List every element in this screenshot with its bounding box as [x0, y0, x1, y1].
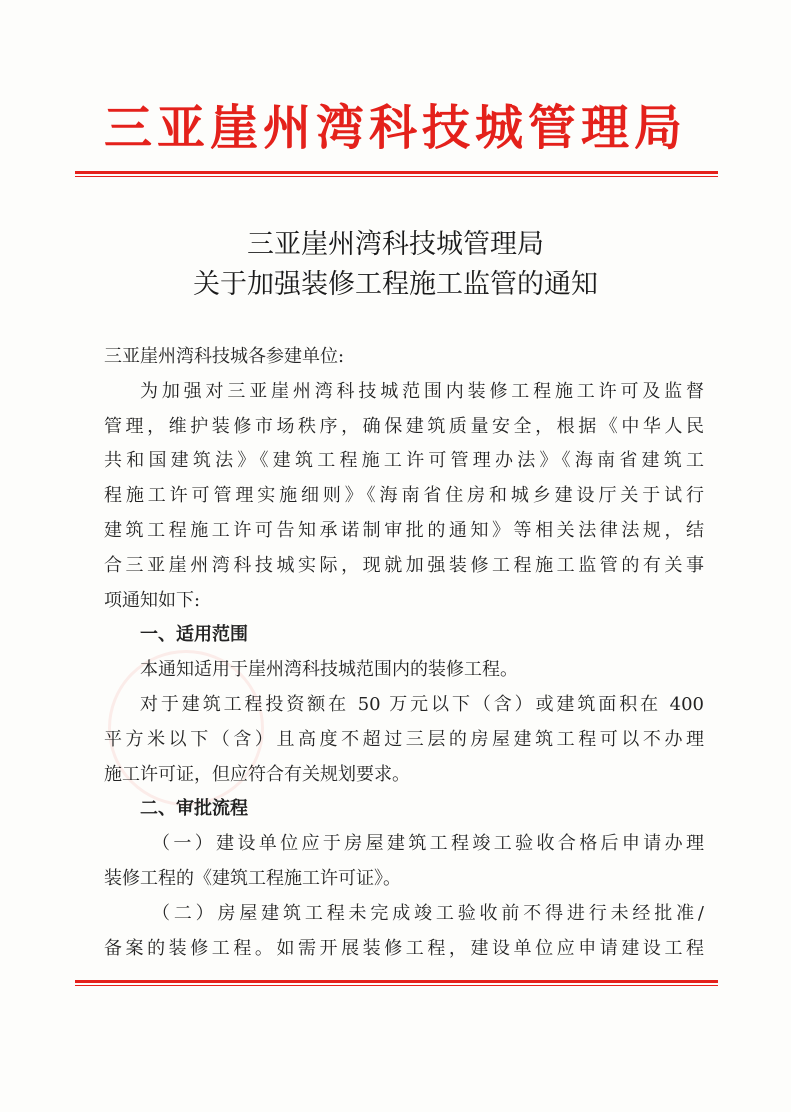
- intro-line: 共和国建筑法》《建筑工程施工许可管理办法》《海南省建筑工: [104, 450, 704, 472]
- section-1-heading: 一、适用范围: [140, 624, 248, 646]
- document-title-line-1: 三亚崖州湾科技城管理局: [247, 229, 544, 260]
- red-rule-thick: [75, 980, 718, 983]
- section-2-item-1-line: 装修工程的《建筑工程施工许可证》。: [104, 867, 401, 889]
- salutation: 三亚崖州湾科技城各参建单位:: [104, 346, 345, 367]
- letterhead-red-rule: [75, 171, 718, 177]
- intro-line: 程施工许可管理实施细则》《海南省住房和城乡建设厅关于试行: [104, 485, 704, 507]
- red-rule-thin: [75, 985, 718, 986]
- intro-line: 为加强对三亚崖州湾科技城范围内装修工程施工许可及监督: [140, 380, 704, 402]
- intro-line: 建筑工程施工许可告知承诺制审批的通知》等相关法律法规，结: [104, 519, 704, 541]
- red-rule-thick: [75, 171, 718, 174]
- section-2-item-2-line: 备案的装修工程。如需开展装修工程，建设单位应申请建设工程: [104, 937, 704, 959]
- letterhead-org-name: 三亚崖州湾科技城管理局: [103, 100, 687, 156]
- intro-line: 项通知如下:: [104, 589, 201, 611]
- red-rule-thin: [75, 176, 718, 177]
- document-title-line-2: 关于加强装修工程施工监管的通知: [193, 269, 598, 300]
- footer-red-rule: [75, 980, 718, 986]
- section-1-paragraph-line: 对于建筑工程投资额在 50 万元以下（含）或建筑面积在 400: [140, 693, 704, 715]
- section-1-paragraph: 本通知适用于崖州湾科技城范围内的装修工程。: [140, 659, 518, 681]
- section-2-item-1-line: （一）建设单位应于房屋建筑工程竣工验收合格后申请办理: [152, 833, 704, 855]
- intro-line: 管理，维护装修市场秩序，确保建筑质量安全，根据《中华人民: [104, 415, 704, 437]
- intro-line: 合三亚崖州湾科技城实际，现就加强装修工程施工监管的有关事: [104, 554, 704, 576]
- section-1-paragraph-line: 施工许可证，但应符合有关规划要求。: [104, 763, 410, 785]
- section-1-paragraph-line: 平方米以下（含）且高度不超过三层的房屋建筑工程可以不办理: [104, 728, 704, 750]
- section-2-item-2-line: （二）房屋建筑工程未完成竣工验收前不得进行未经批准/: [152, 902, 704, 924]
- section-2-heading: 二、审批流程: [140, 798, 248, 820]
- document-body: [104, 340, 704, 966]
